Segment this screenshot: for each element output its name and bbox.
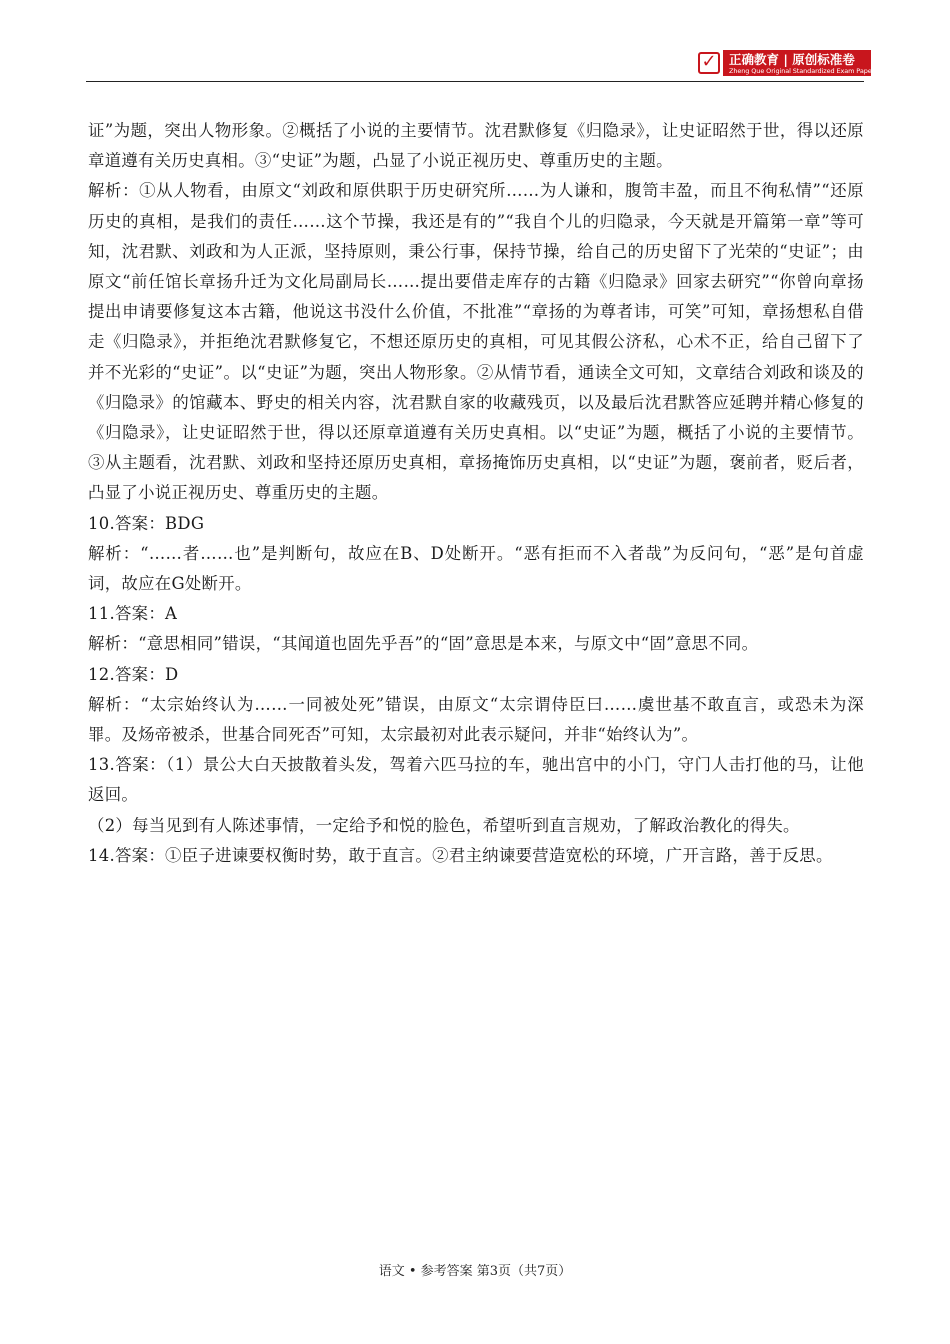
paragraph: 解析：“太宗始终认为……一同被处死”错误，由原文“太宗谓侍臣曰……虞世基不敢直言，或恐未为深罪。及炀帝被杀，世基合同死否”可知，太宗最初对此表示疑问，并非“始终认为”。 — [88, 694, 864, 745]
paragraph: （2）每当见到有人陈述事情，一定给予和悦的脸色，希望听到直言规劝，了解政治教化的得失。 — [88, 815, 800, 835]
paragraph: 13.答案：（1）景公大白天披散着头发，驾着六匹马拉的车，驰出宫中的小门，守门人击打他的马，让他返回。 — [88, 755, 864, 805]
brand-text: 正确教育 | 原创标准卷 — [729, 51, 855, 67]
page-footer: 语文 • 参考答案 第3页（共7页） — [378, 1264, 572, 1279]
paragraph: 11.答案：A — [88, 604, 178, 624]
paragraph: 12.答案：D — [88, 664, 179, 684]
brand-subtitle: Zheng Que Original Standardized Exam Paper — [729, 66, 875, 75]
brand-badge — [723, 50, 875, 76]
paragraph: 10.答案：BDG — [88, 513, 205, 533]
header-divider — [86, 81, 864, 82]
paragraph: 解析：“……者……也”是判断句，故应在B、D处断开。“恶有拒而不入者哉”为反问句，“恶”是句首虚词，故应在G处断开。 — [88, 543, 864, 594]
check-icon: ✓ — [698, 52, 720, 74]
brand-logo — [698, 50, 875, 76]
paragraph: 解析：“意思相同”错误，“其闻道也固先乎吾”的“固”意思是本来，与原文中“固”意思不同。 — [88, 634, 759, 654]
paragraph: 解析：①从人物看，由原文“刘政和原供职于历史研究所……为人谦和，腹笥丰盈，而且不徇私情”“还原历史的真相，是我们的责任……这个节操，我还是有的”“我自个儿的归隐录，今天就是开篇第一章”等可知，沈君默、刘政和为人正派，坚持原则，秉公行事，保持节操，给自己的历史留下了光荣的“史证”；由原文“前任馆长章扬升迁为文化局副局长……提出要借走库存的古籍《归隐录》回家去研究”“你曾向章扬提出申请要修复这本古籍，他说这书没什么价值，不批准”“章扬的为尊者讳，可笑”可知，章扬想私自借走《归隐录》，并拒绝沈君默修复它，不想还原历史的真相，可见其假公济私，心术不正，给自己留下了并不光彩的“史证”。以“史证”为题，突出人物形象。②从情节看，通读全文可知，文章结合刘政和谈及的《归隐录》的馆藏本、野史的相关内容，沈君默自家的收藏残页，以及最后沈君默答应延聘并精心修复的《归隐录》，让史证昭然于世，得以还原章道遵有关历史真相。以“史证”为题，概括了小说的主要情节。③从主题看，沈君默、刘政和坚持还原历史真相，章扬掩饰历史真相，以“史证”为题，褒前者，贬后者，凸显了小说正视历史、尊重历史的主题。 — [88, 181, 864, 503]
paragraph: 14.答案：①臣子进谏要权衡时势，敢于直言。②君主纳谏要营造宽松的环境，广开言路，善于反思。 — [88, 845, 833, 865]
answer-content — [88, 116, 864, 871]
paragraph: 证”为题，突出人物形象。②概括了小说的主要情节。沈君默修复《归隐录》，让史证昭然于世，得以还原章道遵有关历史真相。③“史证”为题，凸显了小说正视历史、尊重历史的主题。 — [88, 121, 864, 171]
